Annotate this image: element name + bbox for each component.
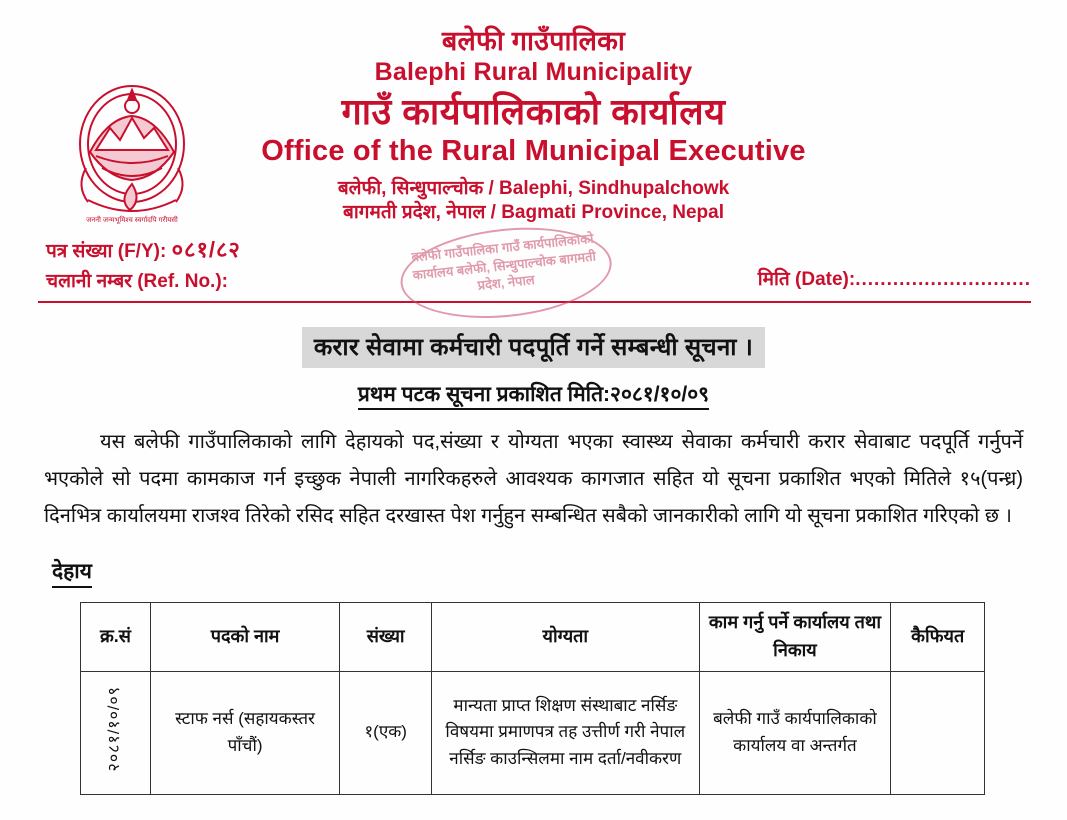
section-label-dehaya: देहाय xyxy=(52,557,92,588)
notice-paragraph: यस बलेफी गाउँपालिकाको लागि देहायको पद,संख्या र योग्यता भएका स्वास्थ्य सेवाका कर्मचारी करार सेवाबाट पदपूर्ति गर्नुपर्ने भएकोले सो पदमा कामकाज गर्न इच्छुक नेपाली नागरिकहरुले आवश्यक कागजात सहित यो सूचना प्रकाशित भएको मितिले १५(पन्ध्र) दिनभित्र कार्यालयमा राजश्व तिरेको रसिद सहित दरखास्त पेश गर्नुहुन सम्बन्धित सबैको जानकारीको लागि यो सूचना प्रकाशित गरिएको छ । xyxy=(44,430,1023,527)
th-number: संख्या xyxy=(340,602,432,671)
vacancy-table xyxy=(80,602,985,795)
address-line-1: बलेफी, सिन्धुपाल्चोक / Balephi, Sindhupalchowk xyxy=(337,178,730,200)
ref-no-label: चलानी नम्बर (Ref. No.): xyxy=(46,270,228,292)
address-line-2: बागमती प्रदेश, नेपाल / Bagmati Province, Nepal xyxy=(342,201,724,223)
td-serial xyxy=(81,671,151,794)
td-serial-value: २०८१/१०/०९ xyxy=(106,685,124,772)
fiscal-year-label: पत्र संख्या (F/Y): xyxy=(46,240,167,262)
table-header-row xyxy=(81,602,985,671)
office-name-np: गाउँ कार्यपालिकाको कार्यालय xyxy=(341,91,726,133)
td-remark xyxy=(891,671,985,794)
date-label: मिति (Date): xyxy=(757,268,856,290)
stamp-text: बलेफी गाउँपालिका गाउँ कार्यपालिकाको कार्यालय बलेफी, सिन्धुपाल्चोक बागमती प्रदेश, नेपाल xyxy=(410,230,597,293)
publish-date: प्रथम पटक सूचना प्रकाशित मिति:२०८१/१०/०९ xyxy=(358,383,709,410)
fiscal-year-value: ०८१/८२ xyxy=(171,236,241,262)
meta-left-block xyxy=(46,233,241,297)
org-name-en: Balephi Rural Municipality xyxy=(374,58,693,87)
date-dots: ............................ xyxy=(855,268,1031,290)
notice-title: करार सेवामा कर्मचारी पदपूर्ति गर्ने सम्बन्धी सूचना । xyxy=(302,327,765,368)
th-post-name: पदको नाम xyxy=(150,602,339,671)
date-row xyxy=(758,265,1031,291)
th-remark: कैफियत xyxy=(891,602,985,671)
office-stamp xyxy=(396,218,614,325)
th-qualification: योग्यता xyxy=(432,602,699,671)
td-post-name: स्टाफ नर्स (सहायकस्तर पाँचौं) xyxy=(150,671,339,794)
th-serial: क्र.सं xyxy=(81,602,151,671)
office-name-en: Office of the Rural Municipal Executive xyxy=(261,134,806,167)
td-number: १(एक) xyxy=(340,671,432,794)
fiscal-year-row xyxy=(46,233,241,267)
letter-meta xyxy=(0,230,1067,299)
publish-date-wrap xyxy=(0,380,1067,408)
nepal-government-emblem-icon xyxy=(62,72,202,232)
svg-text:जननी जन्मभूमिश्च स्वर्गादपि गर: जननी जन्मभूमिश्च स्वर्गादपि गरीयसी xyxy=(86,217,178,224)
org-name-np: बलेफी गाउँपालिका xyxy=(441,26,626,56)
td-office: बलेफी गाउँ कार्यपालिकाको कार्यालय वा अन्तर्गत xyxy=(699,671,891,794)
td-qualification: मान्यता प्राप्त शिक्षण संस्थाबाट नर्सिङ विषयमा प्रमाणपत्र तह उत्तीर्ण गरी नेपाल नर्सिङ काउन्सिलमा नाम दर्ता/नवीकरण xyxy=(432,671,699,794)
th-office: काम गर्नु पर्ने कार्यालय तथा निकाय xyxy=(699,602,891,671)
notice-paragraph-wrap xyxy=(44,424,1023,535)
stamp-oval-icon xyxy=(396,218,616,328)
header-divider xyxy=(38,301,1031,303)
table-row xyxy=(81,671,985,794)
letterhead xyxy=(0,0,1067,225)
notice-title-wrap xyxy=(0,327,1067,368)
